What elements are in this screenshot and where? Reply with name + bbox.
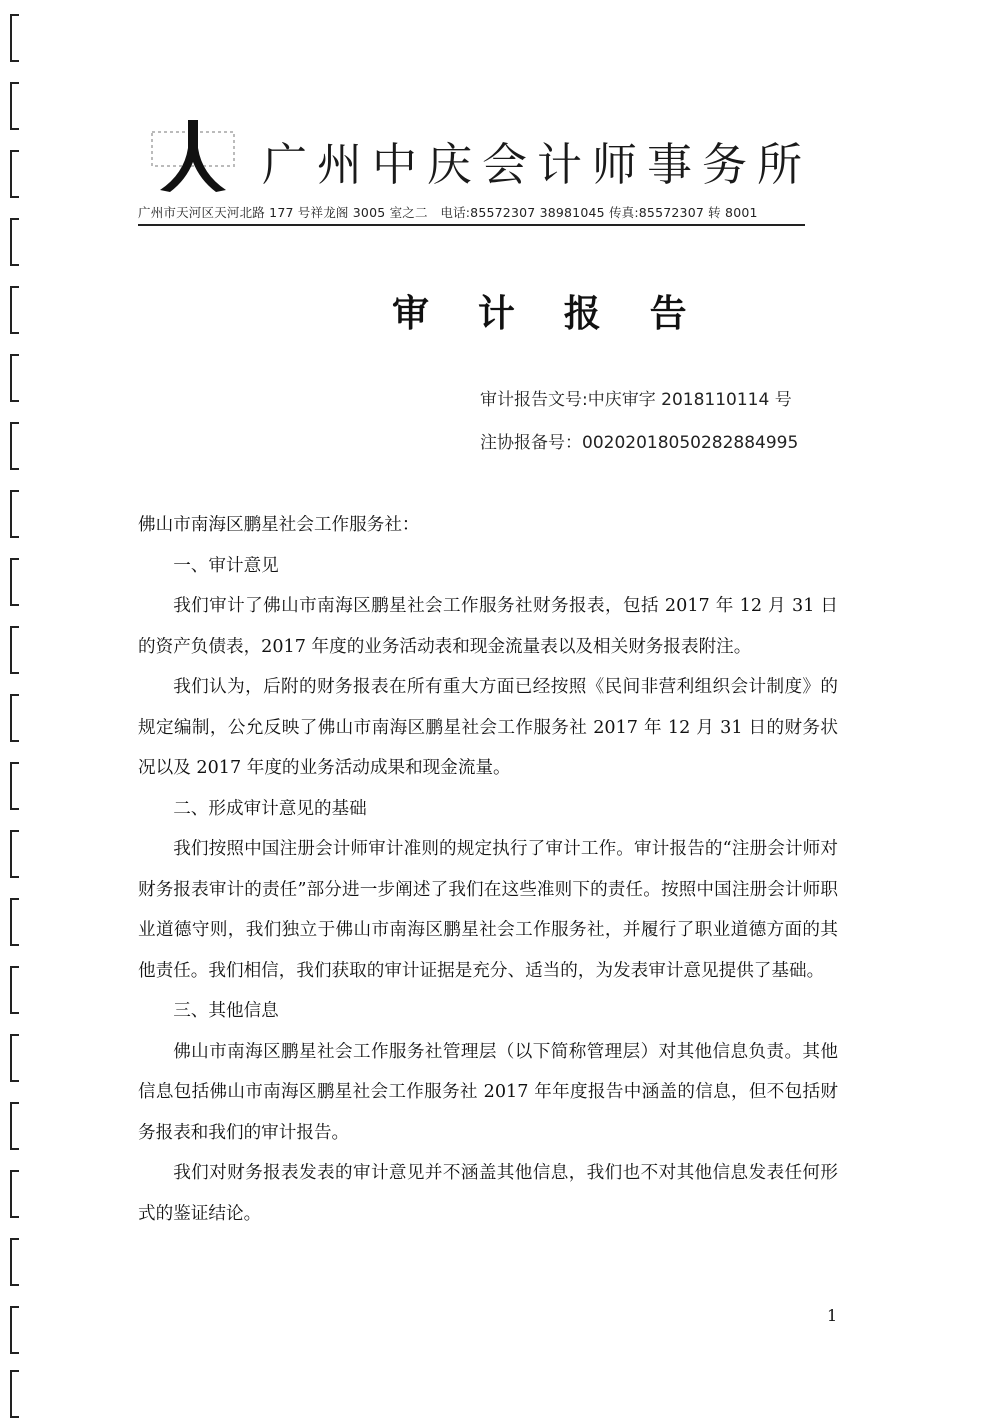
section-heading: 一、审计意见 bbox=[173, 555, 279, 576]
section-heading: 三、其他信息 bbox=[173, 1001, 279, 1021]
binding-mark bbox=[10, 286, 19, 334]
binding-mark bbox=[10, 1102, 19, 1150]
binding-mark bbox=[10, 490, 19, 538]
binding-mark bbox=[10, 694, 19, 742]
firm-address: 广州市天河区天河北路 177 号祥龙阁 3005 室之二 电话:85572307 38981045 传真:85572307 转 8001 bbox=[138, 203, 805, 226]
paragraph: 我们认为，后附的财务报表在所有重大方面已经按照《民间非营利组织会计制度》的规定编制，公允反映了佛山市南海区鹏星社会工作服务社 2017 年 12 月 31 日的财务状况以及 2017 年度的业务活动成果和现金流量。 bbox=[138, 677, 838, 778]
binding-mark bbox=[10, 150, 19, 198]
firm-name: 广州中庆会计师事务所 bbox=[262, 138, 813, 191]
binding-mark bbox=[10, 218, 19, 266]
paragraph: 佛山市南海区鹏星社会工作服务社管理层（以下简称管理层）对其他信息负责。其他信息包括佛山市南海区鹏星社会工作服务社 2017 年年度报告中涵盖的信息，但不包括财务报表和我们的审计报告。 bbox=[138, 1041, 838, 1143]
binding-mark bbox=[10, 966, 19, 1014]
binding-marks bbox=[0, 0, 40, 1415]
binding-mark bbox=[10, 626, 19, 674]
binding-mark bbox=[10, 354, 19, 402]
paragraph: 我们审计了佛山市南海区鹏星社会工作服务社财务报表，包括 2017 年 12 月 31 日的资产负债表，2017 年度的业务活动表和现金流量表以及相关财务报表附注。 bbox=[138, 596, 838, 657]
registration-number: 注协报备号：00202018050282884995 bbox=[480, 433, 799, 453]
binding-mark bbox=[10, 82, 19, 130]
binding-mark bbox=[10, 762, 19, 810]
page-number: 1 bbox=[827, 1306, 838, 1325]
binding-mark bbox=[10, 1306, 19, 1354]
report-number: 审计报告文号:中庆审字 2018110114 号 bbox=[480, 390, 792, 410]
binding-mark bbox=[10, 898, 19, 946]
binding-mark bbox=[10, 1238, 19, 1286]
binding-mark bbox=[10, 558, 19, 606]
report-body bbox=[138, 505, 838, 1234]
addressee: 佛山市南海区鹏星社会工作服务社： bbox=[138, 515, 420, 535]
binding-mark bbox=[10, 1034, 19, 1082]
binding-mark bbox=[10, 14, 19, 62]
binding-mark bbox=[10, 1170, 19, 1218]
paragraph: 我们对财务报表发表的审计意见并不涵盖其他信息，我们也不对其他信息发表任何形式的鉴证结论。 bbox=[138, 1163, 838, 1224]
report-title: 审 计 报 告 bbox=[392, 292, 705, 335]
firm-logo bbox=[148, 118, 238, 196]
binding-mark bbox=[10, 830, 19, 878]
binding-mark bbox=[10, 1370, 19, 1418]
paragraph: 我们按照中国注册会计师审计准则的规定执行了审计工作。审计报告的“注册会计师对财务报表审计的责任”部分进一步阐述了我们在这些准则下的责任。按照中国注册会计师职业道德守则，我们独立于佛山市南海区鹏星社会工作服务社，并履行了职业道德方面的其他责任。我们相信，我们获取的审计证据是充分、适当的，为发表审计意见提供了基础。 bbox=[138, 839, 838, 981]
binding-mark bbox=[10, 422, 19, 470]
section-heading: 二、形成审计意见的基础 bbox=[173, 798, 367, 819]
